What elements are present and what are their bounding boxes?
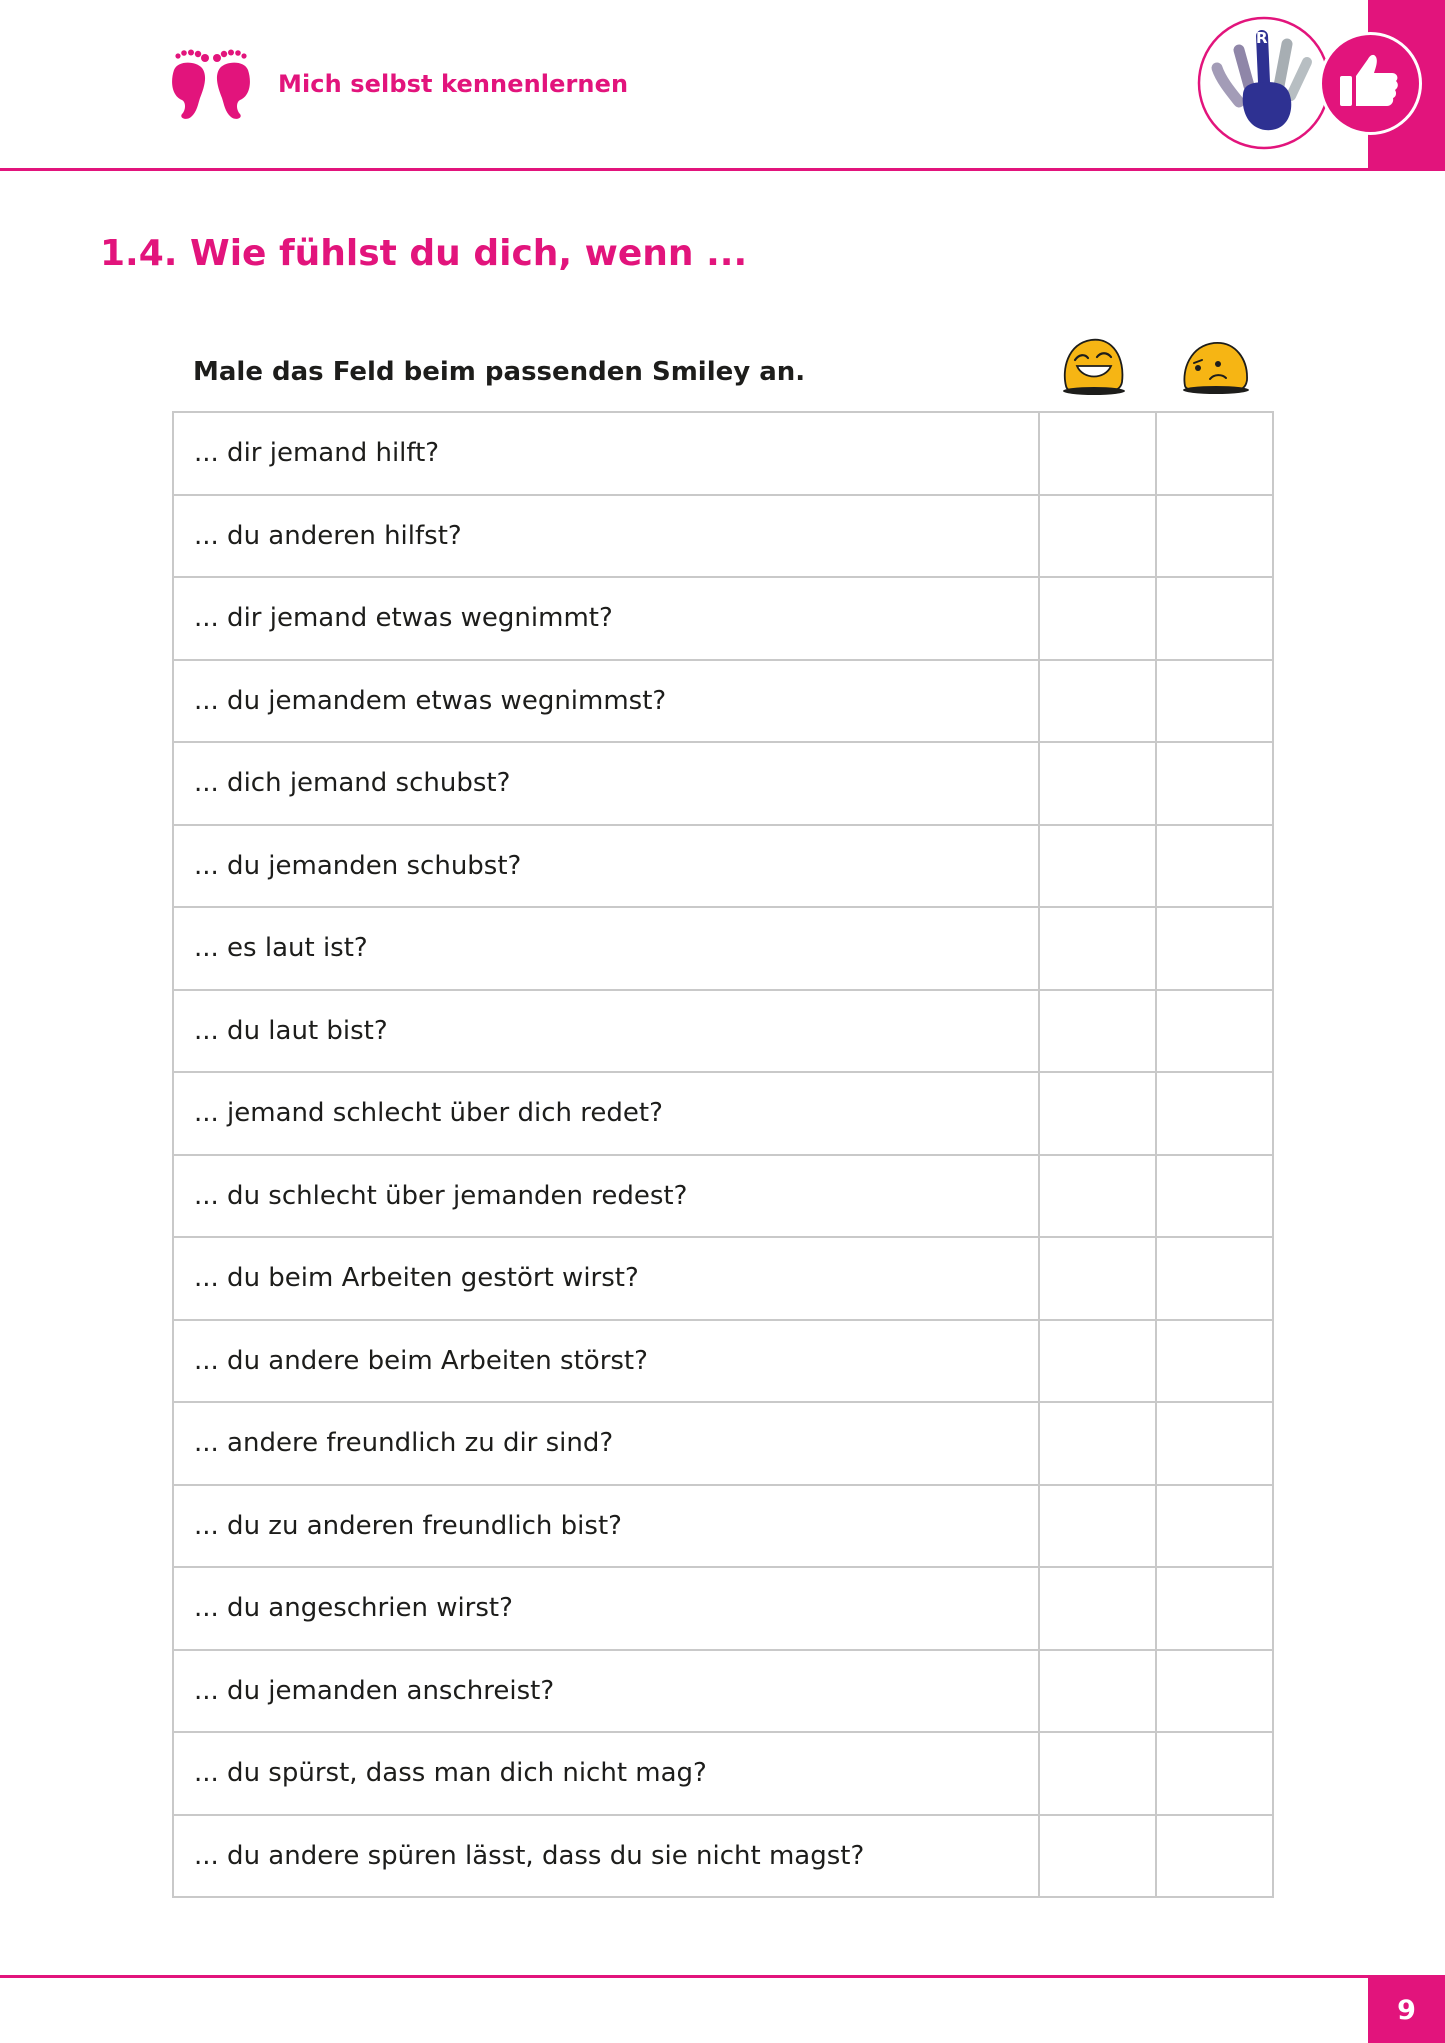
happy-answer-box[interactable] (1039, 1320, 1156, 1403)
sad-answer-box[interactable] (1156, 1320, 1273, 1403)
question-cell: ... du zu anderen freundlich bist? (173, 1485, 1039, 1568)
thumbs-up-icon (1318, 31, 1423, 136)
table-row (173, 742, 1273, 825)
header-divider (0, 168, 1445, 171)
table-row (173, 1815, 1273, 1898)
happy-answer-box[interactable] (1039, 990, 1156, 1073)
happy-answer-box[interactable] (1039, 1402, 1156, 1485)
question-cell: ... du spürst, dass man dich nicht mag? (173, 1732, 1039, 1815)
question-cell: ... dir jemand etwas wegnimmt? (173, 577, 1039, 660)
table-row (173, 1567, 1273, 1650)
page-number: 9 (1368, 1978, 1445, 2043)
table-row (173, 1072, 1273, 1155)
happy-answer-box[interactable] (1039, 1732, 1156, 1815)
table-row (173, 1402, 1273, 1485)
sad-answer-box[interactable] (1156, 1155, 1273, 1238)
table-row (173, 660, 1273, 743)
happy-answer-box[interactable] (1039, 1155, 1156, 1238)
question-cell: ... du schlecht über jemanden redest? (173, 1155, 1039, 1238)
table-row (173, 907, 1273, 990)
happy-answer-box[interactable] (1039, 1815, 1156, 1898)
sad-answer-box[interactable] (1156, 742, 1273, 825)
question-cell: ... dir jemand hilft? (173, 412, 1039, 495)
chapter-number: 1 (205, 77, 219, 101)
happy-answer-box[interactable] (1039, 1485, 1156, 1568)
happy-smiley-icon (1061, 336, 1127, 396)
table-row (173, 1155, 1273, 1238)
happy-answer-box[interactable] (1039, 1072, 1156, 1155)
table-row (173, 412, 1273, 495)
happy-answer-box[interactable] (1039, 742, 1156, 825)
sad-answer-box[interactable] (1156, 1402, 1273, 1485)
question-cell: ... du jemanden anschreist? (173, 1650, 1039, 1733)
question-cell: ... du beim Arbeiten gestört wirst? (173, 1237, 1039, 1320)
chapter-header (168, 48, 628, 120)
sad-answer-box[interactable] (1156, 1732, 1273, 1815)
feelings-table (172, 411, 1274, 1898)
sad-answer-box[interactable] (1156, 1237, 1273, 1320)
section-title: 1.4. Wie fühlst du dich, wenn ... (100, 233, 748, 274)
sad-answer-box[interactable] (1156, 495, 1273, 578)
happy-answer-box[interactable] (1039, 1237, 1156, 1320)
question-cell: ... dich jemand schubst? (173, 742, 1039, 825)
happy-answer-box[interactable] (1039, 1567, 1156, 1650)
question-cell: ... du jemanden schubst? (173, 825, 1039, 908)
question-cell: ... jemand schlecht über dich redet? (173, 1072, 1039, 1155)
table-row (173, 1237, 1273, 1320)
question-cell: ... es laut ist? (173, 907, 1039, 990)
question-cell: ... andere freundlich zu dir sind? (173, 1402, 1039, 1485)
chapter-label: Mich selbst kennenlernen (278, 70, 629, 98)
footer-divider (0, 1975, 1445, 1978)
table-row (173, 495, 1273, 578)
logo-letter: R (1256, 29, 1268, 47)
sad-answer-box[interactable] (1156, 1567, 1273, 1650)
table-row (173, 1732, 1273, 1815)
sad-answer-box[interactable] (1156, 1072, 1273, 1155)
question-cell: ... du angeschrien wirst? (173, 1567, 1039, 1650)
sad-answer-box[interactable] (1156, 825, 1273, 908)
happy-answer-box[interactable] (1039, 660, 1156, 743)
table-row (173, 1485, 1273, 1568)
sad-answer-box[interactable] (1156, 412, 1273, 495)
happy-answer-box[interactable] (1039, 495, 1156, 578)
sad-answer-box[interactable] (1156, 660, 1273, 743)
question-cell: ... du jemandem etwas wegnimmst? (173, 660, 1039, 743)
table-row (173, 1320, 1273, 1403)
happy-answer-box[interactable] (1039, 577, 1156, 660)
sad-answer-box[interactable] (1156, 577, 1273, 660)
hand-logo-icon (1197, 16, 1331, 150)
sad-smiley-icon (1180, 336, 1252, 396)
sad-answer-box[interactable] (1156, 990, 1273, 1073)
happy-answer-box[interactable] (1039, 412, 1156, 495)
table-row (173, 577, 1273, 660)
question-cell: ... du anderen hilfst? (173, 495, 1039, 578)
question-cell: ... du andere beim Arbeiten störst? (173, 1320, 1039, 1403)
footprints-icon (168, 48, 254, 120)
happy-answer-box[interactable] (1039, 907, 1156, 990)
table-row (173, 1650, 1273, 1733)
happy-answer-box[interactable] (1039, 825, 1156, 908)
question-cell: ... du laut bist? (173, 990, 1039, 1073)
sad-answer-box[interactable] (1156, 1485, 1273, 1568)
sad-answer-box[interactable] (1156, 907, 1273, 990)
instruction-text: Male das Feld beim passenden Smiley an. (193, 357, 806, 387)
table-row (173, 825, 1273, 908)
happy-answer-box[interactable] (1039, 1650, 1156, 1733)
question-cell: ... du andere spüren lässt, dass du sie nicht magst? (173, 1815, 1039, 1898)
sad-answer-box[interactable] (1156, 1815, 1273, 1898)
table-row (173, 990, 1273, 1073)
sad-answer-box[interactable] (1156, 1650, 1273, 1733)
